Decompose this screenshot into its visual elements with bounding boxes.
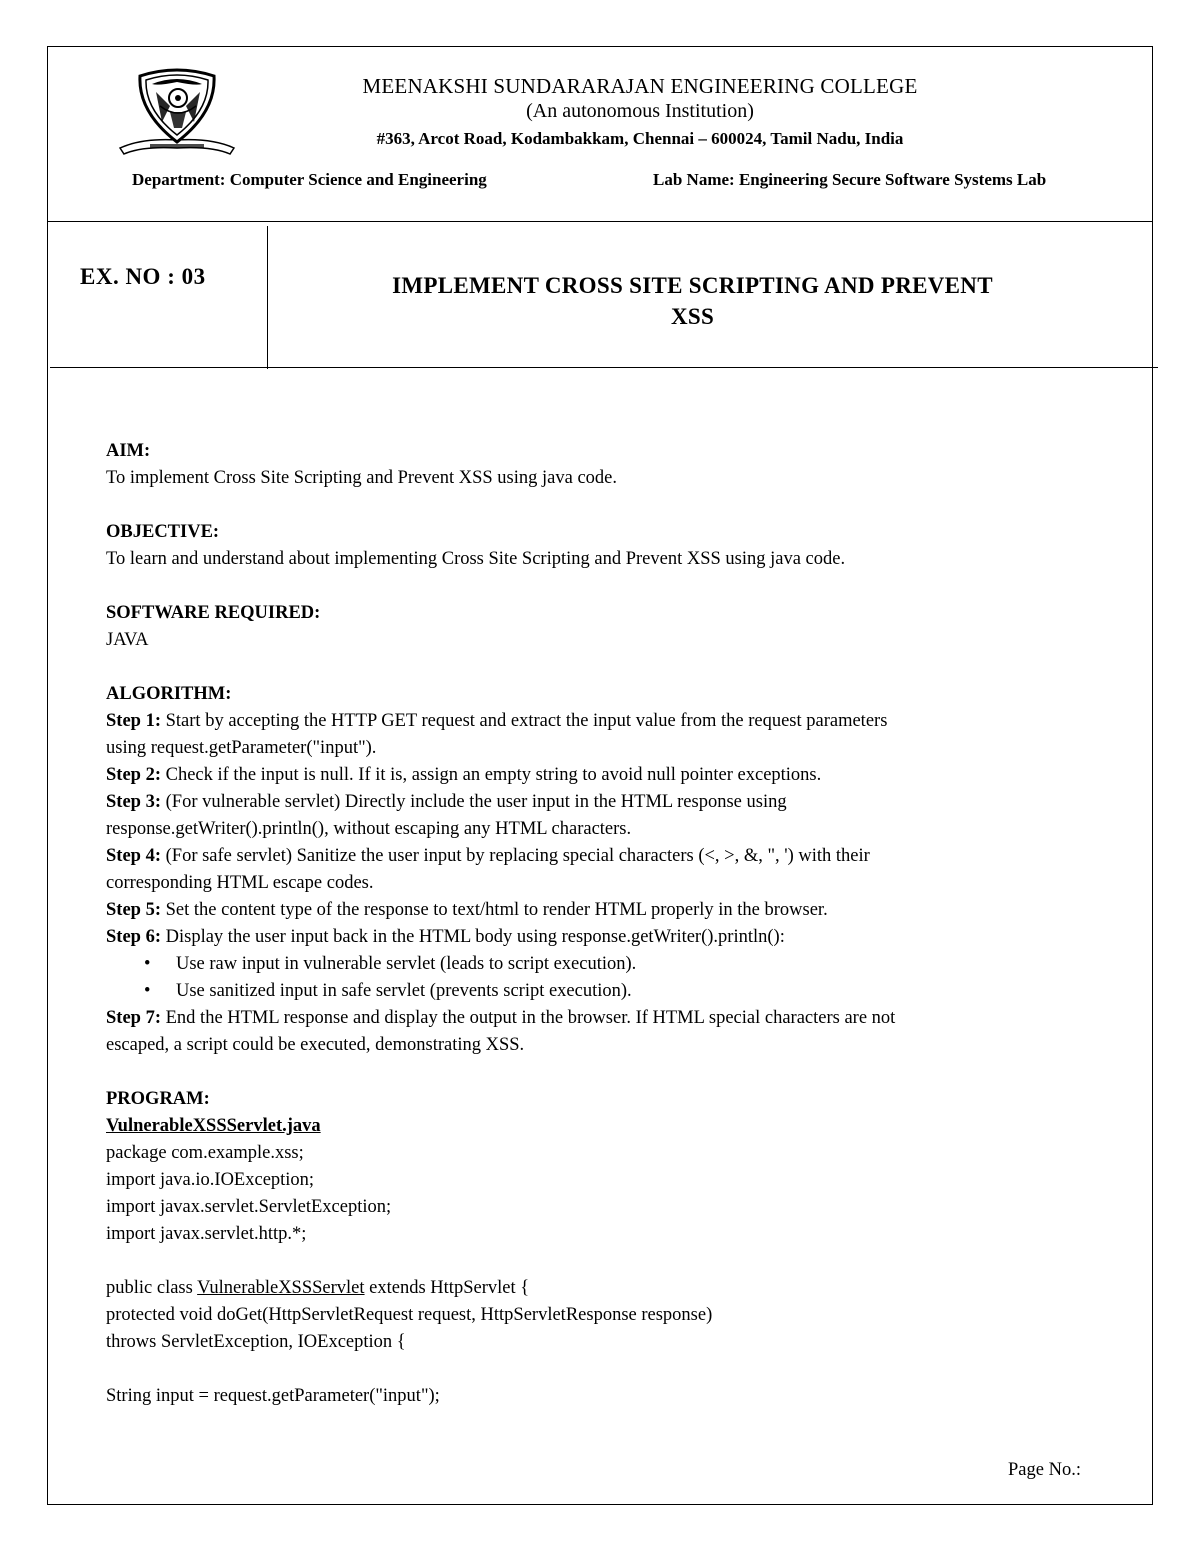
objective-heading: OBJECTIVE: <box>106 522 220 542</box>
code-line: protected void doGet(HttpServletRequest request, HttpServletResponse response) <box>106 1305 713 1325</box>
step-6-text: Display the user input back in the HTML body using response.getWriter().println(): <box>161 927 785 947</box>
document-body <box>106 438 1116 1410</box>
step-7-label: Step 7: <box>106 1008 161 1028</box>
step-6-bullets <box>106 951 1116 1005</box>
program-file-name: VulnerableXSSServlet.java <box>106 1116 321 1136</box>
step-6-label: Step 6: <box>106 927 161 947</box>
step-3-label: Step 3: <box>106 792 161 812</box>
header-divider <box>47 221 1153 222</box>
step-1-label: Step 1: <box>106 711 161 731</box>
step-7-text: End the HTML response and display the output in the browser. If HTML special characters are not <box>161 1008 896 1028</box>
college-subtitle: (An autonomous Institution) <box>526 100 754 122</box>
step-4-text: (For safe servlet) Sanitize the user input by replacing special characters (<, >, &, ", ') with their <box>161 846 870 866</box>
objective-text: To learn and understand about implementing Cross Site Scripting and Prevent XSS using java code. <box>106 549 846 569</box>
page-number: Page No.: <box>1008 1460 1081 1480</box>
step-1-continuation: using request.getParameter("input"). <box>106 738 377 758</box>
lab-name: Lab Name: Engineering Secure Software Systems Lab <box>653 170 1047 189</box>
aim-heading: AIM: <box>106 441 151 461</box>
code-line: throws ServletException, IOException { <box>106 1332 406 1352</box>
step-4 <box>106 843 1116 870</box>
exercise-number: EX. NO : 03 <box>80 264 206 289</box>
college-logo-icon <box>112 62 242 164</box>
exercise-title-line1: IMPLEMENT CROSS SITE SCRIPTING AND PREVENT <box>392 273 993 298</box>
code-class-prefix: public class <box>106 1278 198 1298</box>
step-7-continuation: escaped, a script could be executed, demonstrating XSS. <box>106 1035 525 1055</box>
step-3-text: (For vulnerable servlet) Directly include the user input in the HTML response using <box>161 792 787 812</box>
code-line: package com.example.xss; <box>106 1143 304 1163</box>
step-5-label: Step 5: <box>106 900 161 920</box>
step-3-continuation: response.getWriter().println(), without escaping any HTML characters. <box>106 819 632 839</box>
step-6 <box>106 924 1116 951</box>
step-2 <box>106 762 1116 789</box>
exercise-title-line2: XSS <box>670 304 715 329</box>
step-4-continuation: corresponding HTML escape codes. <box>106 873 374 893</box>
exercise-title <box>270 270 1115 332</box>
step-1-text: Start by accepting the HTTP GET request and extract the input value from the request parameters <box>161 711 888 731</box>
code-line: String input = request.getParameter("input"); <box>106 1386 440 1406</box>
step-3 <box>106 789 1116 816</box>
step-2-label: Step 2: <box>106 765 161 785</box>
list-item: • Use raw input in vulnerable servlet (leads to script execution). <box>106 951 1116 978</box>
software-heading: SOFTWARE REQUIRED: <box>106 603 321 623</box>
exno-divider <box>267 226 268 369</box>
code-line: import javax.servlet.http.*; <box>106 1224 307 1244</box>
step-7 <box>106 1005 1116 1032</box>
program-heading: PROGRAM: <box>106 1089 210 1109</box>
aim-text: To implement Cross Site Scripting and Prevent XSS using java code. <box>106 468 617 488</box>
step-5-text: Set the content type of the response to text/html to render HTML properly in the browser. <box>161 900 828 920</box>
algorithm-heading: ALGORITHM: <box>106 684 232 704</box>
list-item: • Use sanitized input in safe servlet (prevents script execution). <box>106 978 1116 1005</box>
code-line: import java.io.IOException; <box>106 1170 315 1190</box>
step-5 <box>106 897 1116 924</box>
software-text: JAVA <box>106 630 149 650</box>
code-class-name: VulnerableXSSServlet <box>197 1278 365 1298</box>
title-divider <box>50 367 1158 368</box>
step-1 <box>106 708 1116 735</box>
department: Department: Computer Science and Engineering <box>132 170 487 189</box>
step-2-text: Check if the input is null. If it is, assign an empty string to avoid null pointer exceptions. <box>161 765 822 785</box>
step-4-label: Step 4: <box>106 846 161 866</box>
college-name: MEENAKSHI SUNDARARAJAN ENGINEERING COLLEGE <box>362 74 918 98</box>
code-line: import javax.servlet.ServletException; <box>106 1197 392 1217</box>
college-address: #363, Arcot Road, Kodambakkam, Chennai – 600024, Tamil Nadu, India <box>376 129 904 148</box>
code-class-suffix: extends HttpServlet { <box>364 1278 530 1298</box>
code-line-class-declaration <box>106 1275 1116 1302</box>
